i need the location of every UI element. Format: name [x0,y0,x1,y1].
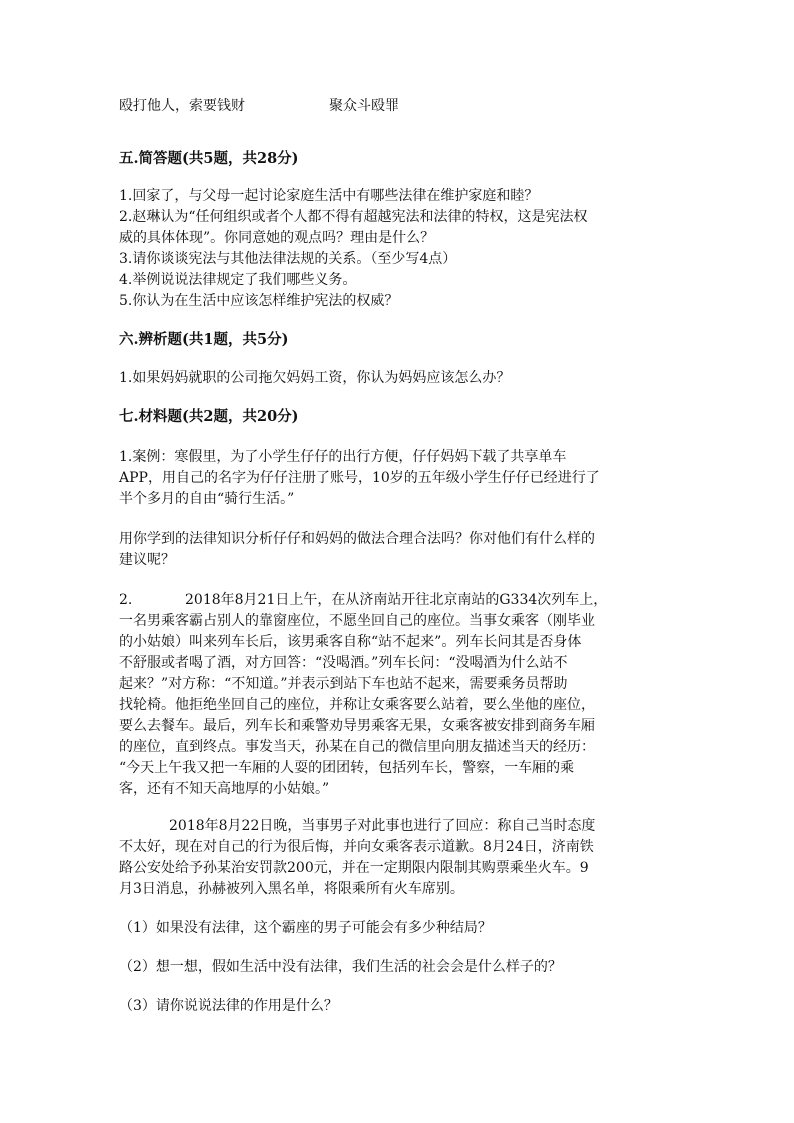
answer-option-right: 聚众斗殴罪 [329,98,399,114]
material-q2-para2-line: 路公安处给予孙某治安罚款200元，并在一定期限内限制其购票乘坐火车。9 [119,860,589,876]
material-q2-line: 起来？”对方称：“不知道。”并表示到站下车也站不起来，需要乘务员帮助 [119,676,568,692]
material-q2-line: 要么去餐车。最后，列车长和乘警劝导男乘客无果，女乘客被安排到商务车厢 [119,718,595,734]
material-q2-line: 的座位，直到终点。事发当天，孙某在自己的微信里向朋友描述当天的经历： [119,739,595,755]
section-7-heading: 七.材料题(共2题，共20分) [119,408,299,425]
material-q1-question: 建议呢？ [119,552,175,568]
section-5-line: 4.举例说说法律规定了我们哪些义务。 [119,272,357,288]
material-q2-line: 的小姑娘）叫来列车长后，该男乘客自称“站不起来”。列车长问其是否身体 [119,634,582,650]
sub-question: （1）如果没有法律，这个霸座的男子可能会有多少种结局？ [119,920,492,936]
material-q1-line: 1.案例：寒假里，为了小学生仔仔的出行方便，仔仔妈妈下载了共享单车 [119,449,567,465]
material-q2-line: 客，还有不知天高地厚的小姑娘。” [119,781,330,797]
sub-question: （3）请你说说法律的作用是什么？ [119,998,338,1014]
answer-option-left: 殴打他人，索要钱财 [119,98,245,114]
material-q1-question: 用你学到的法律知识分析仔仔和妈妈的做法合理合法吗？你对他们有什么样的 [119,531,595,547]
section-6-line: 1.如果妈妈就职的公司拖欠妈妈工资，你认为妈妈应该怎么办？ [119,370,511,386]
material-q2-line: 2018年8月21日上午，在从济南站开往北京南站的G334次列车上， [185,592,608,608]
section-5-line: 3.请你谈谈宪法与其他法律法规的关系。（至少写4点） [119,251,457,267]
section-5-line: 5.你认为在生活中应该怎样维护宪法的权威？ [119,293,399,309]
material-q2-number: 2. [119,592,133,608]
section-5-line: 1.回家了，与父母一起讨论家庭生活中有哪些法律在维护家庭和睦？ [119,188,539,204]
material-q2-line: 不舒服或者喝了酒，对方回答：“没喝酒。”列车长问：“没喝酒为什么站不 [119,655,568,671]
material-q2-para2-line: 月3日消息，孙赫被列入黑名单，将限乘所有火车席别。 [119,881,464,897]
material-q2-line: 一名男乘客霸占别人的靠窗座位，不愿坐回自己的座位。当事女乘客（刚毕业 [119,613,595,629]
section-5-line: 威的具体体现”。你同意她的观点吗？理由是什么？ [119,230,435,246]
sub-question: （2）想一想，假如生活中没有法律，我们生活的社会会是什么样子的？ [119,959,562,975]
section-5-line: 2.赵琳认为“任何组织或者个人都不得有超越宪法和法律的特权，这是宪法权 [119,209,588,225]
material-q2-line: “今天上午我又把一车厢的人耍的团团转，包括列车长，警察，一车厢的乘 [119,760,575,776]
section-6-heading: 六.辨析题(共1题，共5分) [119,331,289,348]
material-q2-para2-line: 不太好，现在对自己的行为很后悔，并向女乘客表示道歉。8月24日，济南铁 [119,839,594,855]
section-5-heading: 五.简答题(共5题，共28分) [119,150,299,167]
material-q2-para2-line: 2018年8月22日晚，当事男子对此事也进行了回应：称自己当时态度 [169,818,596,834]
material-q1-line: 半个多月的自由“骑行生活。” [119,491,295,507]
material-q1-line: APP，用自己的名字为仔仔注册了账号，10岁的五年级小学生仔仔已经进行了 [119,470,600,486]
material-q2-line: 找轮椅。他拒绝坐回自己的座位，并称让女乘客要么站着，要么坐他的座位， [119,697,595,713]
